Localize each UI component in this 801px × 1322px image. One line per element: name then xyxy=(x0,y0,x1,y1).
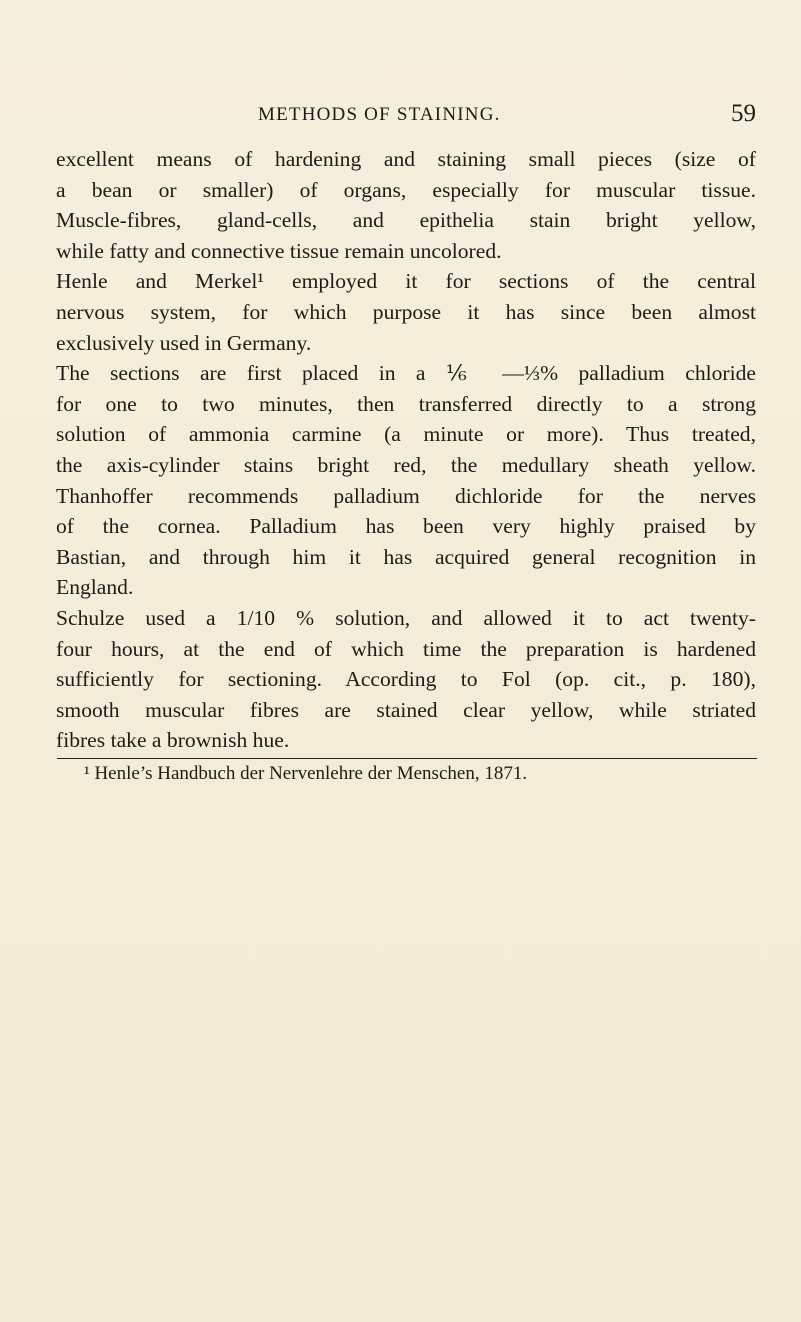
text-line: Thanhoffer recommends palladium dichloride for the nerves xyxy=(56,483,756,508)
text-line: sufficiently for sectioning. According to Fol (op. cit., p. 180), xyxy=(56,667,756,692)
footnote: ¹ Henle’s Handbuch der Nervenlehre der Menschen, 1871. xyxy=(84,763,528,784)
text-line: four hours, at the end of which time the preparation is hardened xyxy=(56,636,756,661)
text-line: Muscle-fibres, gland-cells, and epithelia stain bright yellow, xyxy=(56,208,756,233)
text-line: solution of ammonia carmine (a minute or more). Thus treated, xyxy=(56,422,756,447)
text-line: the axis-cylinder stains bright red, the medullary sheath yellow. xyxy=(56,452,756,477)
text-line: England. xyxy=(56,575,134,600)
text-line: while fatty and connective tissue remain uncolored. xyxy=(56,238,502,263)
text-line: a bean or smaller) of organs, especially for muscular tissue. xyxy=(56,177,756,202)
footnote-rule xyxy=(57,758,757,759)
text-line: The sections are first placed in a ⅙ —⅓% palladium chloride xyxy=(56,361,756,386)
text-line: nervous system, for which purpose it has since been almost xyxy=(56,299,756,324)
text-line: Schulze used a 1/10 % solution, and allowed it to act twenty- xyxy=(56,605,756,630)
running-head: METHODS OF STAINING. xyxy=(258,104,501,125)
text-line: of the cornea. Palladium has been very highly praised by xyxy=(56,514,756,539)
text-line: Bastian, and through him it has acquired general recognition in xyxy=(56,544,756,569)
page-header xyxy=(56,100,756,134)
text-line: for one to two minutes, then transferred directly to a strong xyxy=(56,391,756,416)
text-line: excellent means of hardening and staining small pieces (size of xyxy=(56,147,756,171)
text-line: exclusively used in Germany. xyxy=(56,330,312,355)
text-line: fibres take a brownish hue. xyxy=(56,728,290,753)
text-line: smooth muscular fibres are stained clear yellow, while striated xyxy=(56,697,756,722)
page-number: 59 xyxy=(731,100,756,127)
text-line: Henle and Merkel¹ employed it for sections of the central xyxy=(56,269,756,294)
body-text xyxy=(56,144,756,756)
